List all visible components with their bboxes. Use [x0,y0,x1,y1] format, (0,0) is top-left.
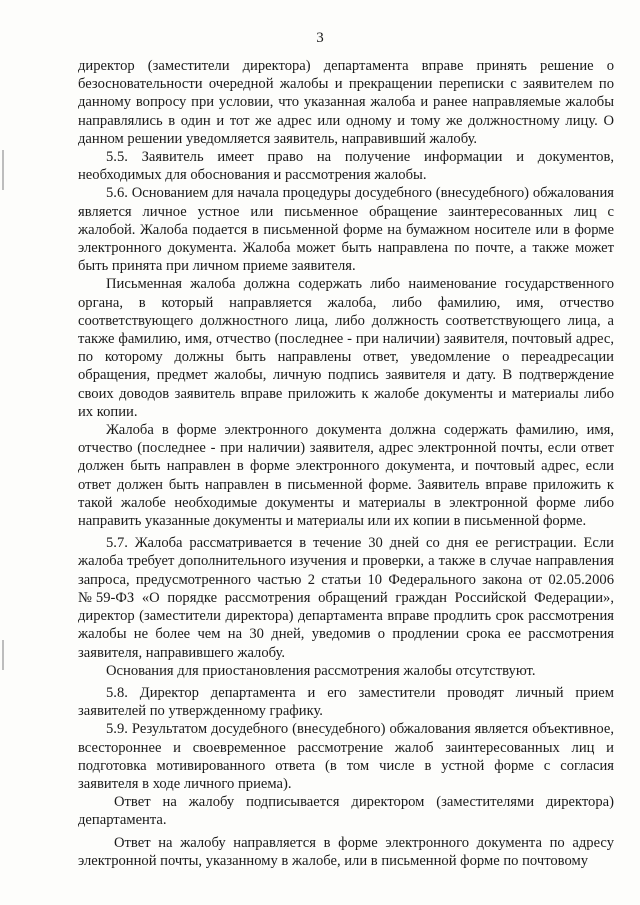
paragraph-written-complaint: Письменная жалоба должна содержать либо наименование государственного органа, в который направляется жалоба, либо фамилию, имя, отчество соответствующего должностного лица, либо должность соответствующего лица, а также фамилию, имя, отчество (последнее - при наличии) заявителя, почтовый адрес, по которому должны быть направлены ответ, уведомление о переадресации обращения, предмет жалобы, личную подпись заявителя и дату. В подтверждение своих доводов заявитель вправе приложить к жалобе документы и материалы либо их копии. [78,276,614,420]
paragraph-answer-signature: Ответ на жалобу подписывается директором (заместителями директора) департамента. [78,794,614,829]
page-number: 3 [316,30,324,46]
paragraph-5-6: 5.6. Основанием для начала процедуры досудебного (внесудебного) обжалования является личное устное или письменное обращение заинтересованных лиц с жалобой. Жалоба подается в письменной форме на бумажном носителе или в форме электронного документа. Жалоба может быть направлена по почте, а также может быть принята при личном приеме заявителя. [78,185,614,275]
paragraph-5-8: 5.8. Директор департамента и его заместители проводят личный прием заявителей по утвержденному графику. [78,684,614,720]
scan-edge-mark [2,640,4,670]
paragraph-continuation: директор (заместители директора) департамента вправе принять решение о безосновательности очередной жалобы и прекращении переписки с заявителем по данному вопросу при условии, что указанная жалоба и ранее направляемые жалобы направлялись в один и тот же адрес или одному и тому же должностному лицу. О данном решении уведомляется заявитель, направивший жалобу. [78,58,614,147]
document-body [78,57,614,870]
paragraph-electronic-complaint: Жалоба в форме электронного документа должна содержать фамилию, имя, отчество (последнее - при наличии) заявителя, адрес электронной почты, если ответ должен быть направлен в форме электронного документа, и почтовый адрес, если ответ должен быть направлен в письменной форме. Заявитель вправе приложить к такой жалобе необходимые документы и материалы в электронной форме либо направить указанные документы и материалы или их копии в письменной форме. [78,422,614,530]
paragraph-5-7: 5.7. Жалоба рассматривается в течение 30 дней со дня ее регистрации. Если жалоба требует дополнительного изучения и проверки, а также в случае направления запроса, предусмотренного частью 2 статьи 10 Федерального закона от 02.05.2006 №59-ФЗ «О порядке рассмотрения обращений граждан Российской Федерации», директор (заместители директора) департамента вправе продлить срок рассмотрения жалобы не более чем на 30 дней, уведомив о продлении срока ее рассмотрения заявителя, направившего жалобу. [78,535,614,661]
scan-edge-mark [2,150,4,190]
paragraph-5-5: 5.5. Заявитель имеет право на получение информации и документов, необходимых для обоснования и рассмотрения жалобы. [78,149,614,184]
paragraph-suspension-grounds: Основания для приостановления рассмотрения жалобы отсутствуют. [106,662,536,679]
paragraph-answer-delivery: Ответ на жалобу направляется в форме электронного документа по адресу электронной почты, указанному в жалобе, или в письменной форме по почтовому [78,834,614,869]
paragraph-5-9: 5.9. Результатом досудебного (внесудебного) обжалования является объективное, всестороннее и своевременное рассмотрение жалоб заинтересованных лиц и подготовка мотивированного ответа (в том числе в устной форме с согласия заявителя в ходе личного приема). [78,721,614,792]
